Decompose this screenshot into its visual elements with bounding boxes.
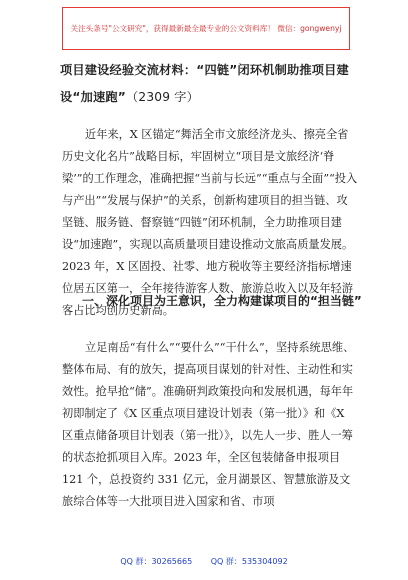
footer-qq-group-1: QQ 群：30265665: [120, 557, 193, 566]
body-paragraph-section-1: 立足南岳“有什么”“要什么”“干什么”，坚持系统思维、整体布局、有的放矢，提高项目谋划的针对性、主动性和实效性。抢早抢“储”。准确研判政策投向和发展机遇，每年年初即制定了《X 区重点项目建设计划表（第一批）》和《X 区重点储备项目计划表（第一批）》，以先人一步、胜人一筹的状态抢抓项目入库。2023 年，全区包装储备申报项目 121 个，总投资约 331 亿元，金月湖景区、智慧旅游及文旅综合体等一大批项目进入国家和省、市项: [62, 341, 355, 508]
body-paragraph-intro: 近年来，X 区锚定“舞活全市文旅经济龙头、擦亮全省历史文化名片”战略目标，牢固树立“项目是文旅经济‘脊梁’”的工作理念，准确把握“当前与长远”“重点与全面”“投入与产出”“发展与保护”的关系，创新构建项目的担当链、攻坚链、服务链、督察链“四链”闭环机制，全力助推项目建设“加速跑”，实现以高质量项目建设推动文旅高质量发展。2023 年，X 区固投、社零、地方税收等主要经济指标增速位居五区第一，全年接待游客人数、旅游总收入以及年轻游客占比均创历史新高。: [62, 128, 358, 317]
promo-banner-text: 关注头条号"公文研究"，获得最新最全最专业的公文资料库！ 微信：gongwenyj: [70, 24, 342, 33]
page-footer: [0, 556, 408, 567]
document-title: [60, 57, 360, 111]
word-count: （2309 字）: [125, 90, 200, 104]
section-heading-1: 一、深化项目为王意识，全力构建谋项目的“担当链”: [82, 294, 362, 308]
footer-qq-group-2: QQ 群：535304092: [210, 557, 288, 566]
promo-banner: [62, 7, 350, 50]
document-title-text: 项目建设经验交流材料：“四链”闭环机制助推项目建设“加速跑”: [60, 63, 349, 104]
